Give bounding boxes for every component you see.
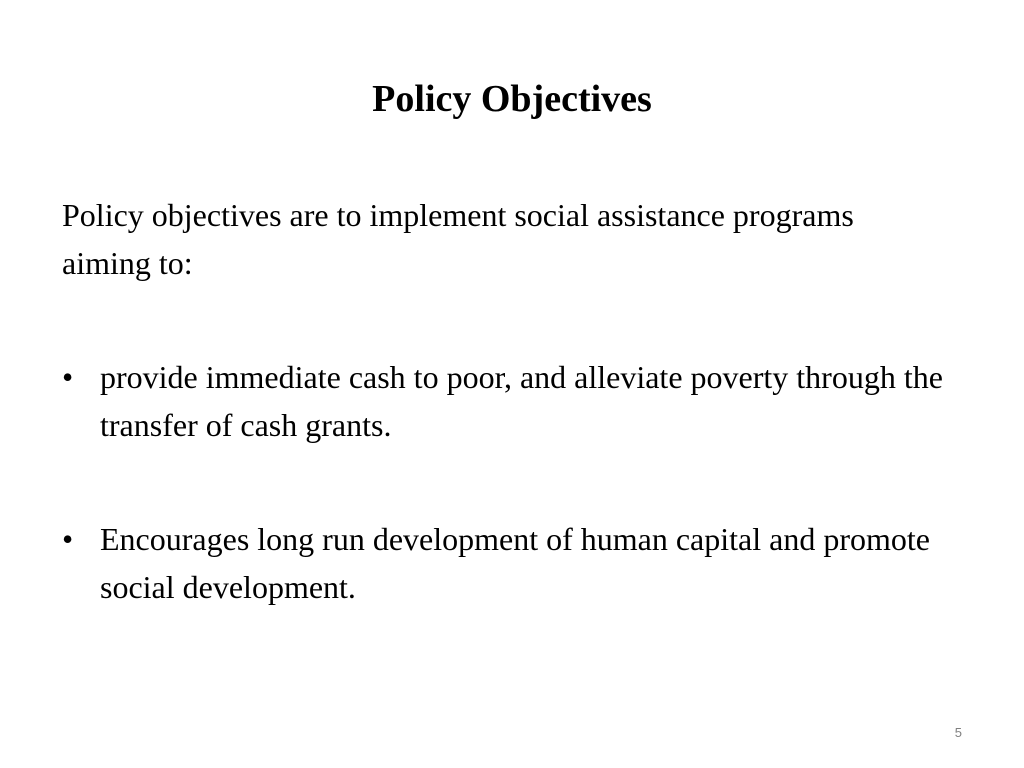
- list-item-text: provide immediate cash to poor, and alleviate poverty through the transfer of cash grants.: [100, 359, 943, 443]
- list-item: [62, 353, 962, 449]
- intro-paragraph: Policy objectives are to implement social assistance programs aiming to:: [62, 197, 854, 281]
- bullet-icon: •: [62, 359, 74, 395]
- page-number: 5: [954, 725, 962, 740]
- list-item-text: Encourages long run development of human capital and promote social development.: [100, 521, 930, 605]
- slide-title: Policy Objectives: [372, 78, 652, 120]
- list-item: [62, 515, 962, 611]
- objectives-list: [62, 353, 962, 677]
- bullet-icon: •: [62, 521, 74, 557]
